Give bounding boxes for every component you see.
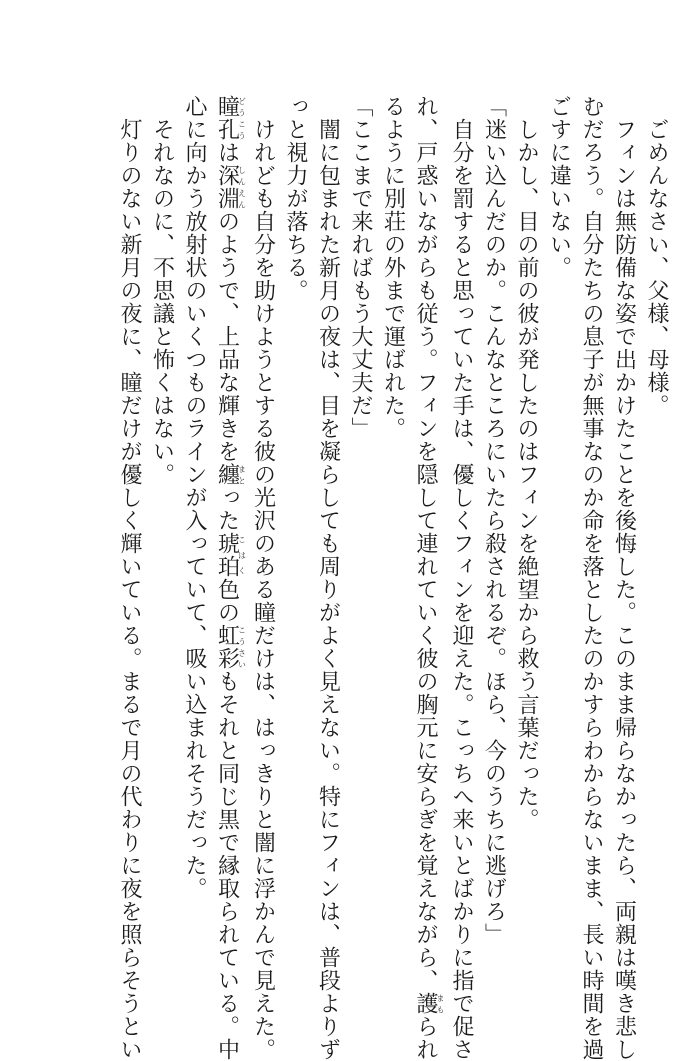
ruby-reading: どうこう: [237, 95, 247, 141]
ruby-reading: こはく: [237, 532, 247, 578]
text-segment: れ、戸惑いながらも従う。フィンを隠して連れていく彼の胸元に安らぎを覚えながら、: [413, 95, 438, 992]
text-line: しかし、目の前の彼が発したのはフィンを絶望から救う言葉だった。: [514, 95, 539, 831]
ruby-annotated-word: [214, 95, 247, 141]
text-segment: は: [214, 141, 240, 164]
text-line: 心に向かう放射状のいくつものラインが入っていて、吸い込まれそうだった。: [182, 95, 207, 900]
text-line: フィンは無防備な姿で出かけたことを後悔した。このまま帰らなかったら、両親は嘆き悲し: [611, 95, 637, 1061]
ruby-base: 虹彩: [214, 624, 240, 670]
text-segment: られ: [413, 1015, 438, 1061]
text-segment: のようで、上品な輝きを: [214, 210, 240, 463]
text-line: ごすに違いない。: [546, 95, 572, 279]
text-line: 自分を罰すると思っていた手は、優しくフィンを迎えた。こっちへ来いとばかりに指で促さ: [449, 95, 474, 1061]
text-segment: もそれと同じ黒で縁取られている。中: [214, 670, 240, 1061]
ruby-base: 纏: [214, 463, 240, 486]
vertical-text-block: [113, 95, 673, 1061]
ruby-base: 琥珀: [214, 532, 240, 578]
text-line: 「迷い込んだのか。こんなところにいたら殺されるぞ。ほら、今のうちに逃げろ」: [481, 95, 507, 946]
text-segment: った: [214, 486, 240, 532]
text-line: けれども自分を助けようとする彼の光沢のある瞳だけは、はっきりと闇に浮かんで見えた。: [250, 95, 276, 1061]
ruby-annotated-word: [214, 463, 247, 486]
ruby-annotated-word: [214, 624, 247, 670]
ruby-annotated-word: [214, 164, 247, 210]
ruby-base: 護: [413, 992, 438, 1015]
ruby-reading: こうさい: [237, 624, 247, 670]
text-line-with-ruby: [409, 95, 445, 1061]
text-line-with-ruby: [210, 95, 247, 1061]
ruby-annotated-word: [413, 992, 445, 1015]
text-line: るように別荘の外まで運ばれた。: [380, 95, 406, 440]
text-line: むだろう。自分たちの息子が無事なのか命を落としたのかすらわからないまま、長い時間を過: [579, 95, 604, 1061]
ruby-reading: まと: [237, 463, 247, 486]
text-line: それなのに、不思議と怖くはない。: [149, 95, 175, 486]
text-segment: 色の: [214, 578, 240, 624]
text-line: 闇に包まれた新月の夜は、目を凝らしても周りがよく見えない。特にフィンは、普段よりず: [315, 95, 341, 1061]
ruby-base: 瞳孔: [214, 95, 240, 141]
ruby-reading: まも: [436, 992, 445, 1015]
text-line: 灯りのない新月の夜に、瞳だけが優しく輝いている。まるで月の代わりに夜を照らそうとい: [117, 95, 142, 1061]
ruby-base: 深淵: [214, 164, 240, 210]
text-line: っと視力が落ちる。: [283, 95, 308, 302]
ruby-reading: しんえん: [237, 164, 247, 210]
text-line: 「ここまで来ればもう大丈夫だ」: [348, 95, 373, 440]
ruby-annotated-word: [214, 532, 247, 578]
text-line: ごめんなさい、父様、母様。: [644, 95, 669, 417]
